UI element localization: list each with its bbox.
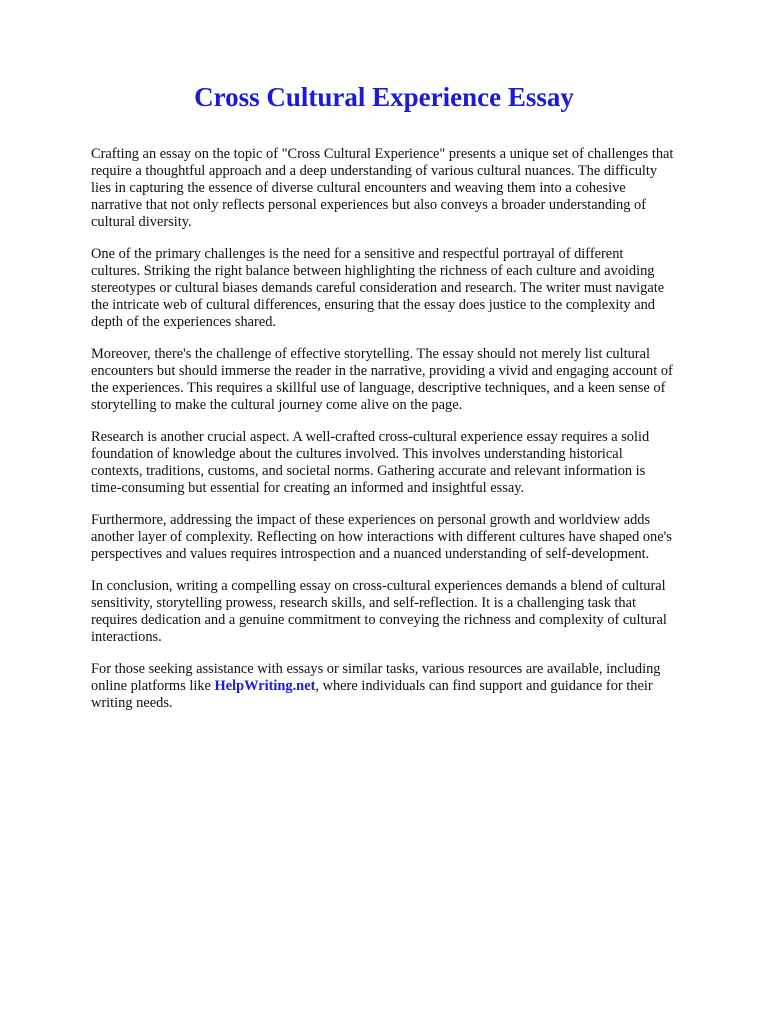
text-line: One of the primary challenges is the need for a sensitive and respectful portrayal of different [91, 246, 624, 262]
text-line: lies in capturing the essence of diverse cultural encounters and weaving them into a cohesive [91, 180, 626, 196]
text-line-with-link [91, 678, 731, 695]
paragraph-6 [91, 578, 731, 646]
text-line: another layer of complexity. Reflecting on how interactions with different cultures have shaped one's [91, 529, 672, 545]
text-line: the experiences. This requires a skillful use of language, descriptive techniques, and a keen sense of [91, 380, 666, 396]
text-line: time-consuming but essential for creating an informed and insightful essay. [91, 480, 525, 496]
document-title: Cross Cultural Experience Essay [194, 82, 574, 112]
text-line: sensitivity, storytelling prowess, research skills, and self-reflection. It is a challenging task that [91, 595, 636, 611]
text-line: cultures. Striking the right balance between highlighting the richness of each culture and avoiding [91, 263, 655, 279]
document-body [91, 146, 731, 727]
text-line: contexts, traditions, customs, and societal norms. Gathering accurate and relevant information is [91, 463, 646, 479]
text-line: Crafting an essay on the topic of "Cross Cultural Experience" presents a unique set of challenges that [91, 146, 674, 162]
text-line: Research is another crucial aspect. A well-crafted cross-cultural experience essay requires a solid [91, 429, 650, 445]
text-line: For those seeking assistance with essays or similar tasks, various resources are available, including [91, 661, 661, 677]
text-line: writing needs. [91, 695, 173, 711]
text-line: Moreover, there's the challenge of effective storytelling. The essay should not merely list cultural [91, 346, 650, 362]
text-line: perspectives and values requires introspection and a nuanced understanding of self-development. [91, 546, 650, 562]
paragraph-2 [91, 246, 731, 331]
paragraph-5 [91, 512, 731, 563]
text-line: Furthermore, addressing the impact of these experiences on personal growth and worldview adds [91, 512, 651, 528]
closing-text-after-link: , where individuals can find support and guidance for their [315, 678, 653, 694]
paragraph-3 [91, 346, 731, 414]
paragraph-1 [91, 146, 731, 231]
text-line: depth of the experiences shared. [91, 314, 276, 330]
text-line: storytelling to make the cultural journey come alive on the page. [91, 397, 463, 413]
helpwriting-link[interactable]: HelpWriting.net [214, 678, 316, 694]
paragraph-4 [91, 429, 731, 497]
text-line: narrative that not only reflects personal experiences but also conveys a broader understanding of [91, 197, 647, 213]
text-line: require a thoughtful approach and a deep understanding of various cultural nuances. The difficulty [91, 163, 658, 179]
text-line: encounters but should immerse the reader in the narrative, providing a vivid and engaging account of [91, 363, 673, 379]
text-line: In conclusion, writing a compelling essay on cross-cultural experiences demands a blend of cultural [91, 578, 666, 594]
text-line: foundation of knowledge about the cultures involved. This involves understanding historical [91, 446, 623, 462]
text-line: requires dedication and a genuine commitment to conveying the richness and complexity of cultural [91, 612, 667, 628]
text-line: interactions. [91, 629, 162, 645]
text-line: the intricate web of cultural differences, ensuring that the essay does justice to the complexity and [91, 297, 655, 313]
text-line: cultural diversity. [91, 214, 192, 230]
closing-text-before-link: online platforms like [91, 678, 215, 694]
text-line: stereotypes or cultural biases demands careful consideration and research. The writer must navigate [91, 280, 665, 296]
paragraph-closing [91, 661, 731, 712]
